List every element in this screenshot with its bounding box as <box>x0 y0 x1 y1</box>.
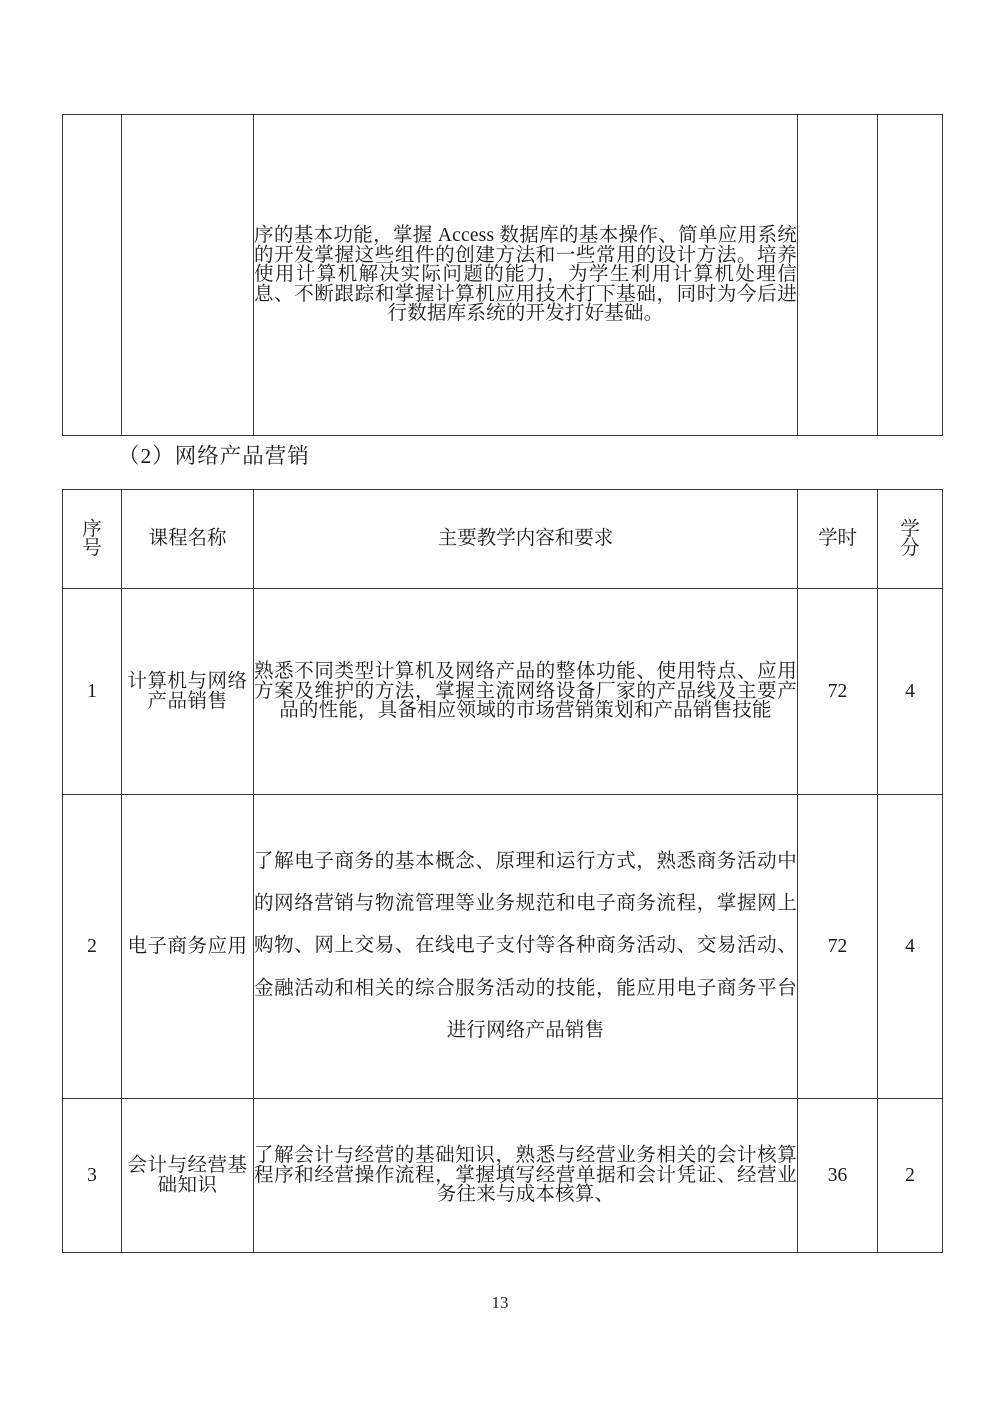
header-credits-line2: 分 <box>900 538 920 559</box>
section-heading: （2）网络产品营销 <box>118 444 310 468</box>
cell-hours <box>798 115 878 436</box>
table-header-row <box>63 490 943 589</box>
cell-description: 熟悉不同类型计算机及网络产品的整体功能、使用特点、应用方案及维护的方法，掌握主流网络设备厂家的产品线及主要产品的性能，具备相应领域的市场营销策划和产品销售技能 <box>254 589 798 795</box>
cell-credits: 2 <box>878 1099 943 1253</box>
table-row <box>63 1099 943 1253</box>
page-number: 13 <box>491 1293 509 1312</box>
header-credits-line1: 学 <box>900 518 920 540</box>
cell-serial-number: 3 <box>63 1099 122 1253</box>
cell-course-name: 会计与经营基础知识 <box>122 1099 254 1253</box>
cell-credits <box>878 115 943 436</box>
network-product-marketing-course-table <box>62 489 943 1253</box>
cell-description: 了解电子商务的基本概念、原理和运行方式，熟悉商务活动中的网络营销与物流管理等业务规范和电子商务流程，掌握网上购物、网上交易、在线电子支付等各种商务活动、交易活动、金融活动和相关的综合服务活动的技能，能应用电子商务平台进行网络产品销售 <box>254 795 798 1099</box>
cell-course-name <box>122 115 254 436</box>
table-row <box>63 589 943 795</box>
cell-hours: 72 <box>798 589 878 795</box>
cell-credits: 4 <box>878 795 943 1099</box>
header-hours: 学时 <box>798 490 878 589</box>
cell-course-name: 计算机与网络产品销售 <box>122 589 254 795</box>
table-row <box>63 115 943 436</box>
cell-serial-number: 1 <box>63 589 122 795</box>
header-serial-number-line1: 序 <box>82 518 102 540</box>
header-credits <box>878 490 943 589</box>
cell-description: 了解会计与经营的基础知识，熟悉与经营业务相关的会计核算程序和经营操作流程，掌握填写经营单据和会计凭证、经营业务往来与成本核算、 <box>254 1099 798 1253</box>
cell-hours: 36 <box>798 1099 878 1253</box>
cell-hours: 72 <box>798 795 878 1099</box>
cell-credits: 4 <box>878 589 943 795</box>
cell-course-name: 电子商务应用 <box>122 795 254 1099</box>
header-serial-number-line2: 号 <box>82 538 102 559</box>
continued-course-table <box>62 114 943 436</box>
header-course-name: 课程名称 <box>122 490 254 589</box>
cell-serial-number <box>63 115 122 436</box>
header-serial-number <box>63 490 122 589</box>
table-row <box>63 795 943 1099</box>
header-description: 主要教学内容和要求 <box>254 490 798 589</box>
cell-serial-number: 2 <box>63 795 122 1099</box>
cell-description: 序的基本功能，掌握 Access 数据库的基本操作、简单应用系统的开发掌握这些组件的创建方法和一些常用的设计方法。培养使用计算机解决实际问题的能力，为学生利用计算机处理信息、不断跟踪和掌握计算机应用技术打下基础，同时为今后进行数据库系统的开发打好基础。 <box>254 115 798 436</box>
